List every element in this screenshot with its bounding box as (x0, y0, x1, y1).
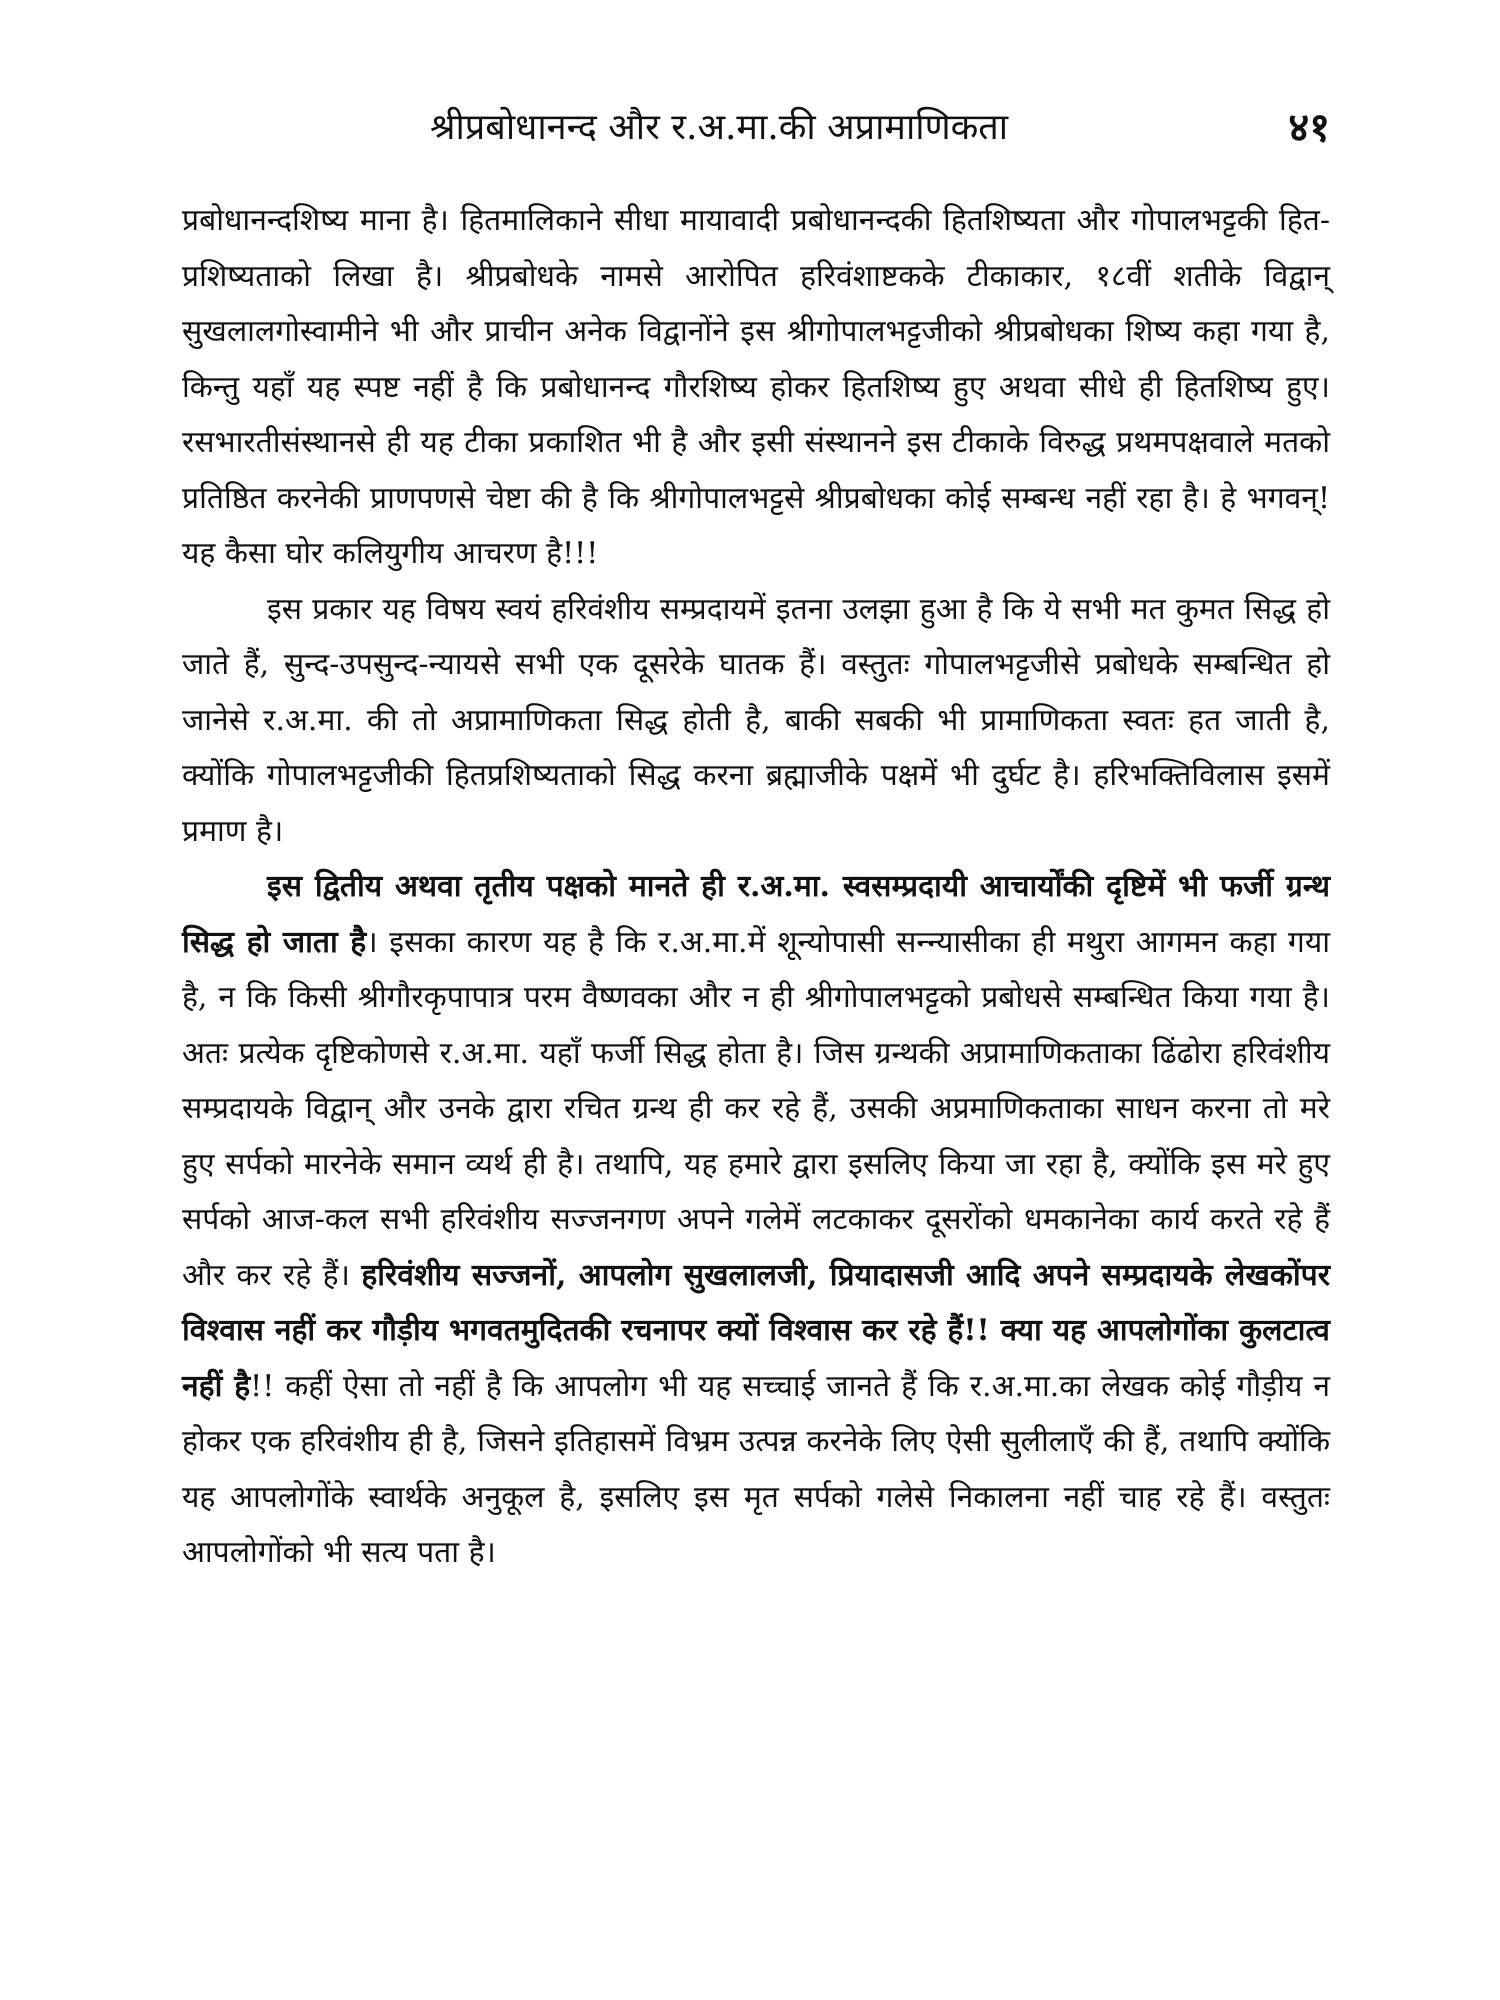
page-number: ४१ (1288, 104, 1330, 151)
paragraph-2: इस प्रकार यह विषय स्वयं हरिवंशीय सम्प्रदायमें इतना उलझा हुआ है कि ये सभी मत कुमत सिद्ध हो जाते हैं, सुन्द-उपसुन्द-न्यायसे सभी एक दूसरेके घातक हैं। वस्तुतः गोपालभट्टजीसे प्रबोधके सम्बन्धित हो जानेसे र.अ.मा. की तो अप्रामाणिकता सिद्ध होती है, बाकी सबकी भी प्रामाणिकता स्वतः हत जाती है, क्योंकि गोपालभट्टजीकी हितप्रशिष्यताको सिद्ध करना ब्रह्माजीके पक्षमें भी दुर्घट है। हरिभक्तिविलास इसमें प्रमाण है। (182, 591, 1330, 849)
page-header (180, 98, 1330, 158)
bold-emphasis-2: हरिवंशीय सज्जनों, आपलोग सुखलालजी, प्रियादासजी आदि अपने सम्प्रदायके लेखकोंपर विश्वास नहीं कर गौड़ीय भगवतमुदितकी रचनापर क्यों विश्वास कर रहे हैं!! क्या यह आपलोगोंका कुलटात्व नहीं है (182, 1257, 1330, 1404)
bold-emphasis-1: इस द्वितीय अथवा तृतीय पक्षको मानते ही र.अ.मा. स्वसम्प्रदायी आचार्योंकी दृष्टिमें भी फर्जी ग्रन्थ सिद्ध हो जाता है (182, 869, 1330, 960)
running-title: श्रीप्रबोधानन्द और र.अ.मा.की अप्रामाणिकता (430, 107, 1009, 148)
paragraph-3-text-1: । इसका कारण यह है कि र.अ.मा.में शून्योपासी सन्न्यासीका ही मथुरा आगमन कहा गया है, न कि किसी श्रीगौरकृपापात्र परम वैष्णवका और न ही श्रीगोपालभट्टको प्रबोधसे सम्बन्धित किया गया है। अतः प्रत्येक दृष्टिकोणसे र.अ.मा. यहाँ फर्जी सिद्ध होता है। जिस ग्रन्थकी अप्रामाणिकताका ढिंढोरा हरिवंशीय सम्प्रदायके विद्वान् और उनके द्वारा रचित ग्रन्थ ही कर रहे हैं, उसकी अप्रमाणिकताका साधन करना तो मरे हुए सर्पको मारनेके समान व्यर्थ ही है। तथापि, यह हमारे द्वारा इसलिए किया जा रहा है, क्योंकि इस मरे हुए सर्पको आज-कल सभी हरिवंशीय सज्जनगण अपने गलेमें लटकाकर दूसरोंको धमकानेका कार्य करते रहे हैं और कर रहे हैं। (182, 924, 1330, 1293)
paragraph-1: प्रबोधानन्दशिष्य माना है। हितमालिकाने सीधा मायावादी प्रबोधानन्दकी हितशिष्यता और गोपालभट्टकी हित-प्रशिष्यताको लिखा है। श्रीप्रबोधके नामसे आरोपित हरिवंशाष्टकके टीकाकार, १८वीं शतीके विद्वान् सुखलालगोस्वामीने भी और प्राचीन अनेक विद्वानोंने इस श्रीगोपालभट्टजीको श्रीप्रबोधका शिष्य कहा गया है, किन्तु यहाँ यह स्पष्ट नहीं है कि प्रबोधानन्द गौरशिष्य होकर हितशिष्य हुए अथवा सीधे ही हितशिष्य हुए। रसभारतीसंस्थानसे ही यह टीका प्रकाशित भी है और इसी संस्थानने इस टीकाके विरुद्ध प्रथमपक्षवाले मतको प्रतिष्ठित करनेकी प्राणपणसे चेष्टा की है कि श्रीगोपालभट्टसे श्रीप्रबोधका कोई सम्बन्ध नहीं रहा है। हे भगवन्! यह कैसा घोर कलियुगीय आचरण है!!! (182, 203, 1330, 571)
paragraph-3 (182, 859, 1330, 1581)
body-text (182, 193, 1330, 1581)
paragraph-3-text-2: !! कहीं ऐसा तो नहीं है कि आपलोग भी यह सच्चाई जानते हैं कि र.अ.मा.का लेखक कोई गौड़ीय न होकर एक हरिवंशीय ही है, जिसने इतिहासमें विभ्रम उत्पन्न करनेके लिए ऐसी सुलीलाएँ की हैं, तथापि क्योंकि यह आपलोगोंके स्वार्थके अनुकूल है, इसलिए इस मृत सर्पको गलेसे निकालना नहीं चाह रहे हैं। वस्तुतः आपलोगोंको भी सत्य पता है। (182, 1368, 1330, 1570)
